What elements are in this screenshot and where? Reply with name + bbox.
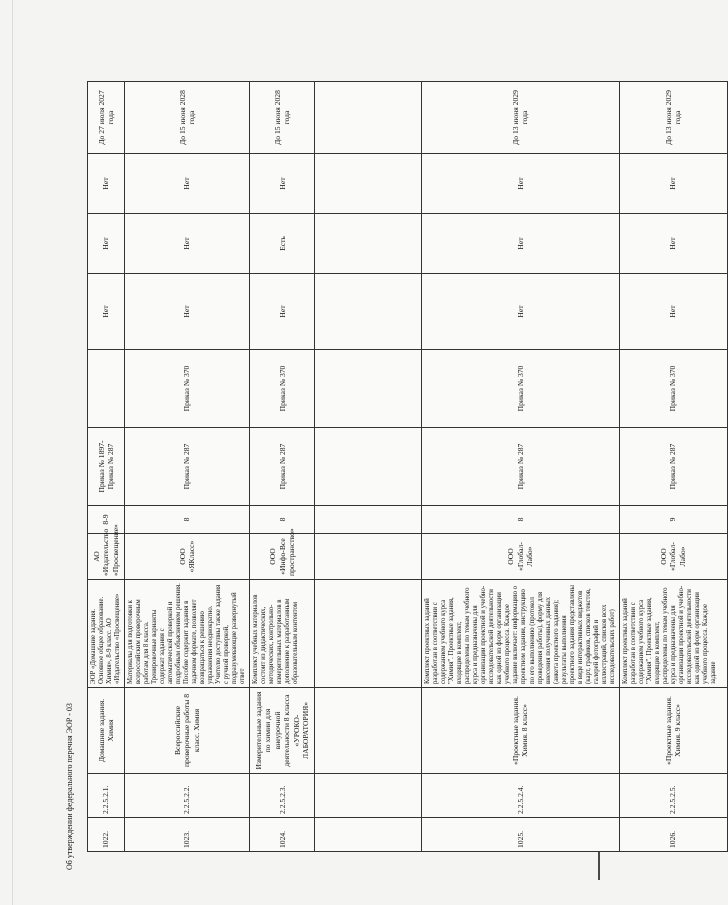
row-number: [315, 818, 422, 852]
row-name: «Проектные задания. Химия. 8 класс»: [422, 688, 619, 774]
row-number: 1024.: [250, 818, 315, 852]
row-flag-1: Нет: [125, 274, 250, 350]
row-code: [315, 774, 422, 818]
row-order-1: Приказ № 287: [619, 428, 727, 506]
row-flag-3: Нет: [88, 154, 125, 214]
row-grades: 8: [125, 506, 250, 534]
eor-registry-table: [87, 81, 728, 852]
row-flag-2: Нет: [619, 214, 727, 274]
row-order-1: Приказ № 287: [250, 428, 315, 506]
row-order-2: Приказ № 370: [422, 350, 619, 428]
row-flag-1: Нет: [88, 274, 125, 350]
scan-edge-line: [12, 0, 13, 905]
row-number: 1022.: [88, 818, 125, 852]
table-row: [315, 82, 422, 852]
row-flag-2: Нет: [422, 214, 619, 274]
row-deadline: До 27 июля 2027 года: [88, 82, 125, 154]
row-grades: 8: [422, 506, 619, 534]
row-description: Комплект проектных заданий разработан в соответствии с содержанием учебного курса "Химия". Проектные задания, входящие в комплект, распределены по темам учебного курса и предназначены для организации проектной и учебно-исследовательской деятельности как одной из форм организации учебного процесса. Каждое задание включает: информацию о проектном задании, инструкцию по его выполнению (протокол проведения работы), форму для внесения полученных данных (анкета проектного задания); результаты выполнения проектного задания представлены в виде интерактивных виджетов (карт, графиков, списков текстов, галерей фотографий и иллюстраций, списков всех исследовательских работ): [422, 580, 619, 688]
row-order-2: Приказ № 370: [619, 350, 727, 428]
row-flag-3: Нет: [250, 154, 315, 214]
row-publisher: АО «Издательство «Просвещение»: [88, 534, 125, 580]
row-flag-3: [315, 154, 422, 214]
row-name: Всероссийские проверочные работы 8 класс. Химия: [125, 688, 250, 774]
row-description: Материалы для подготовки к всероссийским проверочным работам для 8 класса. Тренировочные варианты содержат задания с автоматической проверкой и подробным объяснением решения. Пособие содержит задания в задачном формате, позволяет возвращаться к решению упражнения неоднократно. Учителю доступны также задания с ручной проверкой, подразумевающие развернутый ответ: [125, 580, 250, 688]
row-name: Домашние задания. Химия: [88, 688, 125, 774]
row-deadline: [315, 82, 422, 154]
table-row: [619, 82, 727, 852]
row-description: ЭОР «Домашние задания. Основное общее образование. Химия», 8-9 класс. АО «Издательство «Просвещение»: [88, 580, 125, 688]
row-flag-3: Нет: [125, 154, 250, 214]
row-order-2: Приказ № 370: [125, 350, 250, 428]
row-code: 2.2.5.2.3.: [250, 774, 315, 818]
row-order-2: [315, 350, 422, 428]
row-name: [315, 688, 422, 774]
row-description: Комплект проектных заданий разработан в соответствии с содержанием учебного курса "Химия". Проектные задания, входящие в комплект, распределены по темам учебного курса и предназначены для организации проектной и учебно-исследовательской деятельности как одной из форм организации учебного процесса. Каждое задание: [619, 580, 727, 688]
row-grades: 9: [619, 506, 727, 534]
row-deadline: До 13 июня 2029 года: [619, 82, 727, 154]
row-flag-2: Нет: [88, 214, 125, 274]
row-flag-3: Нет: [422, 154, 619, 214]
row-order-2: [88, 350, 125, 428]
row-publisher: ООО «Инфо-Все пространство»: [250, 534, 315, 580]
row-deadline: До 15 июня 2028 года: [125, 82, 250, 154]
row-publisher: ООО «Глобал-Лабо»: [422, 534, 619, 580]
row-code: 2.2.5.2.2.: [125, 774, 250, 818]
row-code: 2.2.5.2.1.: [88, 774, 125, 818]
table-row: [422, 82, 619, 852]
row-order-1: [315, 428, 422, 506]
row-flag-2: Есть: [250, 214, 315, 274]
rotated-table-container: [87, 82, 717, 852]
row-deadline: До 13 июня 2029 года: [422, 82, 619, 154]
row-order-1: Приказ № 287: [422, 428, 619, 506]
row-order-1: Приказ № 287: [125, 428, 250, 506]
row-name: «Проектные задания. Химия. 9 класс»: [619, 688, 727, 774]
row-flag-2: [315, 214, 422, 274]
row-grades: 8: [250, 506, 315, 534]
row-order-1: Приказ № 1897-Приказ № 287: [88, 428, 125, 506]
row-deadline: До 15 июня 2028 года: [250, 82, 315, 154]
row-code: 2.2.5.2.4.: [422, 774, 619, 818]
footnote: Об утверждении федерального перечня ЭОР - 03: [65, 703, 74, 870]
row-publisher: [315, 534, 422, 580]
table-row: [88, 82, 125, 852]
row-flag-2: Нет: [125, 214, 250, 274]
table-row: [125, 82, 250, 852]
row-grades: [315, 506, 422, 534]
row-flag-1: Нет: [619, 274, 727, 350]
row-publisher: ООО «ЯКласс»: [125, 534, 250, 580]
row-publisher: ООО «Глобал-Лабо»: [619, 534, 727, 580]
row-description: Комплект учебных материалов состоит из дидактических, методических, контрольно-измерительных материалов в дополнение к разработанным образовательным контентом: [250, 580, 315, 688]
row-code: 2.2.5.2.5.: [619, 774, 727, 818]
row-order-2: Приказ № 370: [250, 350, 315, 428]
row-grades: 8-9: [88, 506, 125, 534]
table-row: [250, 82, 315, 852]
row-flag-1: Нет: [250, 274, 315, 350]
row-number: 1025.: [422, 818, 619, 852]
row-flag-1: [315, 274, 422, 350]
row-description: [315, 580, 422, 688]
row-number: 1026.: [619, 818, 727, 852]
row-flag-3: Нет: [619, 154, 727, 214]
row-flag-1: Нет: [422, 274, 619, 350]
row-number: 1023.: [125, 818, 250, 852]
row-name: Измерительные задания по химии для внеурочной деятельности 8 класса «УРОКО-ЛАБОРАТОРИЯ»: [250, 688, 315, 774]
